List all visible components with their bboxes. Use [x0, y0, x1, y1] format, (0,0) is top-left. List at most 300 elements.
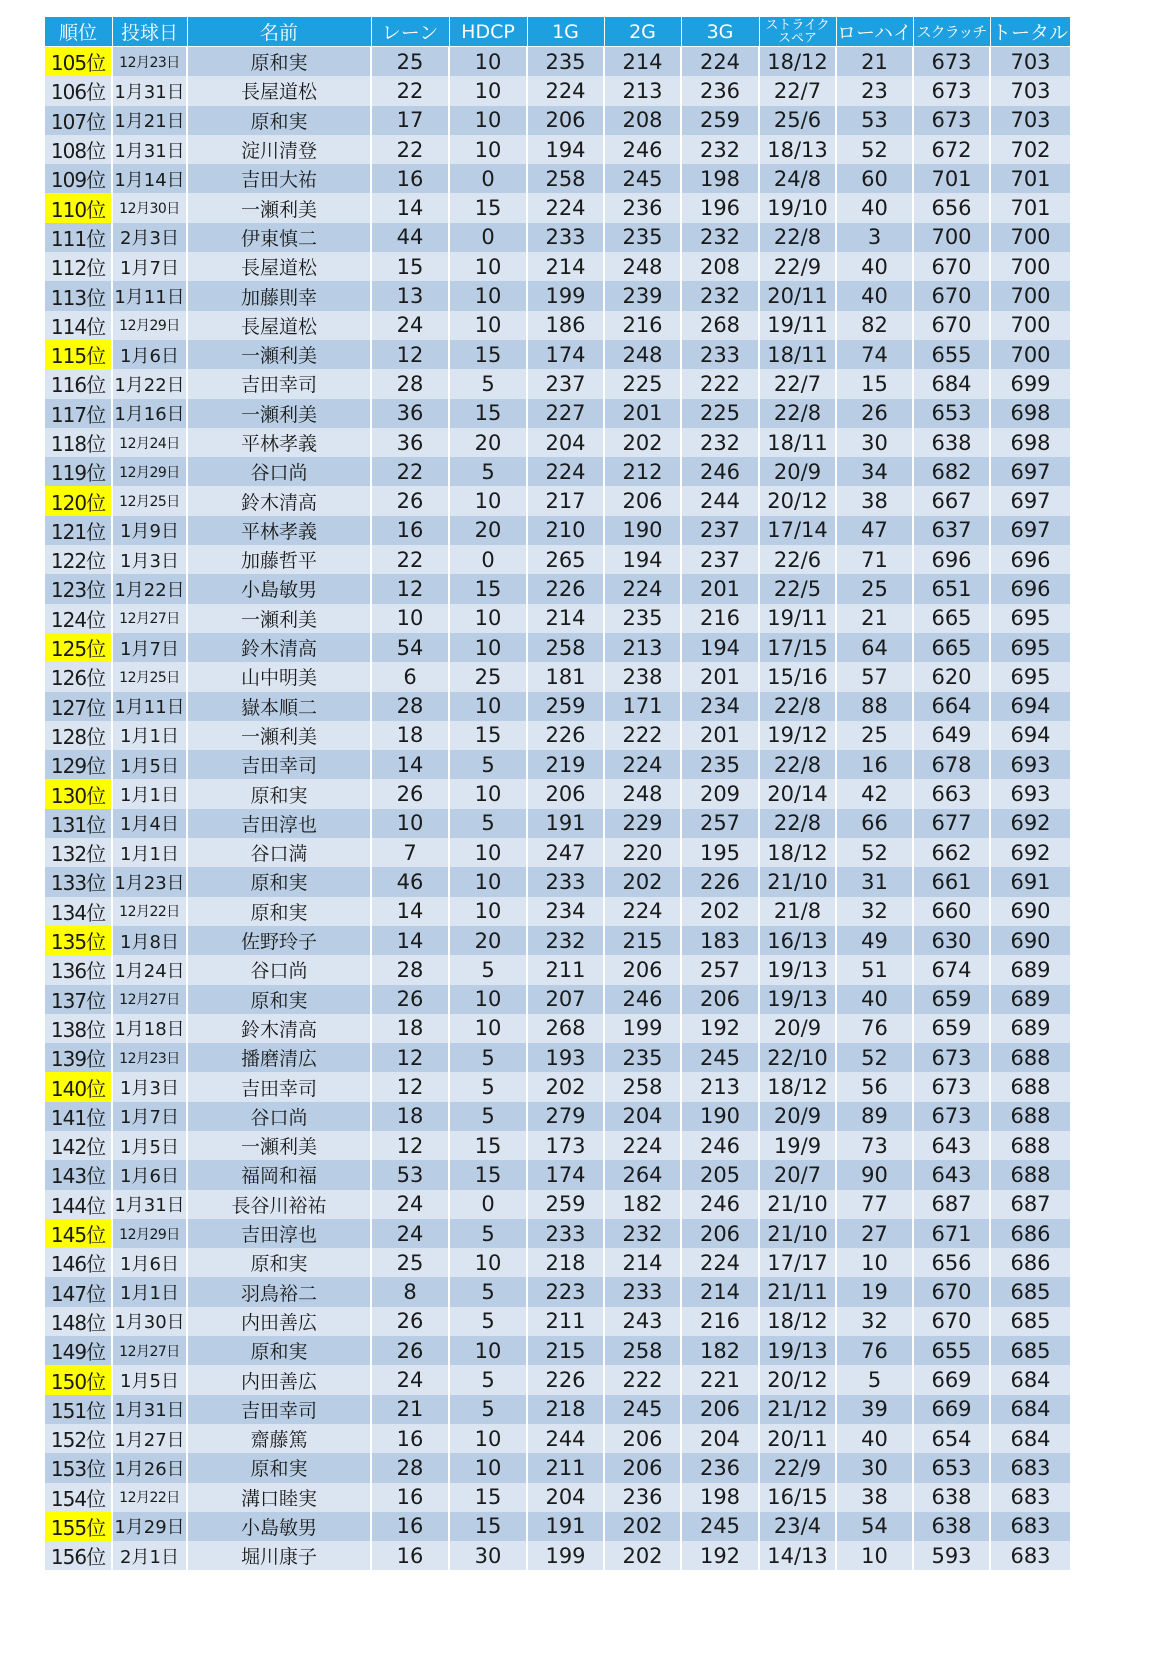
hdcp-cell: 5 [449, 1219, 527, 1248]
total-cell: 693 [990, 779, 1070, 808]
strike-spare-cell: 19/10 [759, 193, 836, 222]
name-cell: 一瀬利美 [187, 340, 371, 369]
total-cell: 688 [990, 1102, 1070, 1131]
game2-cell: 239 [604, 281, 681, 310]
lane-cell: 14 [371, 750, 449, 779]
game3-cell: 222 [681, 369, 759, 398]
game3-cell: 209 [681, 779, 759, 808]
lane-cell: 18 [371, 721, 449, 750]
table-row [44, 281, 1147, 310]
lowhigh-cell: 40 [836, 985, 913, 1014]
table-body [44, 47, 1147, 1571]
game1-cell: 186 [527, 311, 604, 340]
strike-spare-cell: 17/14 [759, 516, 836, 545]
rank-cell: 153位 [44, 1453, 112, 1482]
lowhigh-cell: 38 [836, 486, 913, 515]
game1-cell: 224 [527, 76, 604, 105]
game2-cell: 245 [604, 1395, 681, 1424]
game2-cell: 232 [604, 1219, 681, 1248]
lowhigh-cell: 54 [836, 1512, 913, 1541]
lane-cell: 18 [371, 1102, 449, 1131]
lane-cell: 14 [371, 897, 449, 926]
rank-cell: 125位 [44, 633, 112, 662]
header-row [44, 17, 1147, 47]
table-row [44, 457, 1147, 486]
lane-cell: 16 [371, 1541, 449, 1570]
game3-cell: 198 [681, 1483, 759, 1512]
game3-cell: 206 [681, 1219, 759, 1248]
rank-cell: 113位 [44, 281, 112, 310]
lowhigh-cell: 52 [836, 135, 913, 164]
table-row [44, 1014, 1147, 1043]
name-cell: 原和実 [187, 985, 371, 1014]
table-row [44, 252, 1147, 281]
scratch-cell: 673 [913, 76, 990, 105]
table-row [44, 1336, 1147, 1365]
game3-cell: 257 [681, 955, 759, 984]
game2-cell: 206 [604, 486, 681, 515]
lane-cell: 28 [371, 955, 449, 984]
game1-cell: 191 [527, 1512, 604, 1541]
game3-cell: 205 [681, 1160, 759, 1189]
table-row [44, 1512, 1147, 1541]
strike-spare-cell: 18/13 [759, 135, 836, 164]
date-cell: 1月9日 [112, 516, 187, 545]
date-cell: 12月22日 [112, 897, 187, 926]
hdcp-cell: 5 [449, 955, 527, 984]
game2-cell: 222 [604, 1365, 681, 1394]
date-cell: 12月23日 [112, 1043, 187, 1072]
table-row [44, 633, 1147, 662]
game2-cell: 236 [604, 193, 681, 222]
game1-cell: 233 [527, 223, 604, 252]
game2-cell: 246 [604, 985, 681, 1014]
table-row [44, 809, 1147, 838]
game1-cell: 174 [527, 340, 604, 369]
game3-cell: 232 [681, 135, 759, 164]
name-cell: 吉田幸司 [187, 369, 371, 398]
scratch-cell: 653 [913, 1453, 990, 1482]
game3-cell: 259 [681, 106, 759, 135]
game2-cell: 245 [604, 164, 681, 193]
lowhigh-cell: 40 [836, 252, 913, 281]
game3-cell: 221 [681, 1365, 759, 1394]
date-cell: 1月5日 [112, 1131, 187, 1160]
total-cell: 703 [990, 76, 1070, 105]
date-cell: 1月22日 [112, 369, 187, 398]
date-cell: 12月27日 [112, 604, 187, 633]
scratch-cell: 638 [913, 1483, 990, 1512]
hdcp-cell: 5 [449, 1365, 527, 1394]
game2-cell: 199 [604, 1014, 681, 1043]
table-row [44, 340, 1147, 369]
lowhigh-cell: 39 [836, 1395, 913, 1424]
game2-cell: 235 [604, 604, 681, 633]
strike-spare-cell: 17/15 [759, 633, 836, 662]
lane-cell: 21 [371, 1395, 449, 1424]
header-lane: レーン [371, 17, 449, 47]
game1-cell: 211 [527, 955, 604, 984]
game2-cell: 224 [604, 750, 681, 779]
game1-cell: 226 [527, 1365, 604, 1394]
strike-spare-cell: 19/13 [759, 955, 836, 984]
hdcp-cell: 10 [449, 867, 527, 896]
lowhigh-cell: 74 [836, 340, 913, 369]
scratch-cell: 670 [913, 252, 990, 281]
lowhigh-cell: 56 [836, 1072, 913, 1101]
game2-cell: 233 [604, 1277, 681, 1306]
header-rank: 順位 [44, 17, 112, 47]
game2-cell: 235 [604, 1043, 681, 1072]
name-cell: 吉田淳也 [187, 809, 371, 838]
game3-cell: 206 [681, 985, 759, 1014]
name-cell: 原和実 [187, 47, 371, 77]
rank-cell: 131位 [44, 809, 112, 838]
game1-cell: 279 [527, 1102, 604, 1131]
strike-spare-cell: 21/12 [759, 1395, 836, 1424]
game3-cell: 213 [681, 1072, 759, 1101]
lane-cell: 13 [371, 281, 449, 310]
name-cell: 長屋道松 [187, 311, 371, 340]
lowhigh-cell: 49 [836, 926, 913, 955]
lowhigh-cell: 40 [836, 281, 913, 310]
game1-cell: 244 [527, 1424, 604, 1453]
hdcp-cell: 20 [449, 926, 527, 955]
game3-cell: 182 [681, 1336, 759, 1365]
game3-cell: 194 [681, 633, 759, 662]
rank-cell: 156位 [44, 1541, 112, 1570]
rank-cell: 143位 [44, 1160, 112, 1189]
scratch-cell: 655 [913, 340, 990, 369]
name-cell: 鈴木清高 [187, 486, 371, 515]
game3-cell: 224 [681, 47, 759, 77]
table-row [44, 1453, 1147, 1482]
scratch-cell: 673 [913, 106, 990, 135]
header-name: 名前 [187, 17, 371, 47]
total-cell: 683 [990, 1541, 1070, 1570]
rank-cell: 126位 [44, 662, 112, 691]
game2-cell: 224 [604, 897, 681, 926]
table-row [44, 1072, 1147, 1101]
lowhigh-cell: 5 [836, 1365, 913, 1394]
date-cell: 12月27日 [112, 1336, 187, 1365]
name-cell: 溝口睦実 [187, 1483, 371, 1512]
game3-cell: 224 [681, 1248, 759, 1277]
game3-cell: 257 [681, 809, 759, 838]
scratch-cell: 659 [913, 985, 990, 1014]
scratch-cell: 593 [913, 1541, 990, 1570]
lowhigh-cell: 51 [836, 955, 913, 984]
game1-cell: 211 [527, 1307, 604, 1336]
rank-cell: 127位 [44, 692, 112, 721]
total-cell: 683 [990, 1453, 1070, 1482]
game1-cell: 194 [527, 135, 604, 164]
rank-cell: 106位 [44, 76, 112, 105]
lane-cell: 24 [371, 1219, 449, 1248]
total-cell: 700 [990, 340, 1070, 369]
hdcp-cell: 30 [449, 1541, 527, 1570]
lowhigh-cell: 89 [836, 1102, 913, 1131]
rank-cell: 140位 [44, 1072, 112, 1101]
rank-cell: 110位 [44, 193, 112, 222]
lane-cell: 12 [371, 1043, 449, 1072]
table-row [44, 985, 1147, 1014]
name-cell: 鈴木清高 [187, 633, 371, 662]
date-cell: 1月5日 [112, 1365, 187, 1394]
hdcp-cell: 20 [449, 516, 527, 545]
game2-cell: 224 [604, 1131, 681, 1160]
name-cell: 平林孝義 [187, 428, 371, 457]
game2-cell: 214 [604, 47, 681, 77]
scratch-cell: 670 [913, 1307, 990, 1336]
scratch-cell: 687 [913, 1190, 990, 1219]
rank-cell: 155位 [44, 1512, 112, 1541]
strike-spare-cell: 18/11 [759, 340, 836, 369]
date-cell: 1月6日 [112, 340, 187, 369]
rank-cell: 117位 [44, 399, 112, 428]
game2-cell: 194 [604, 545, 681, 574]
rank-cell: 112位 [44, 252, 112, 281]
game1-cell: 210 [527, 516, 604, 545]
scratch-cell: 654 [913, 1424, 990, 1453]
scratch-cell: 638 [913, 1512, 990, 1541]
game3-cell: 216 [681, 604, 759, 633]
name-cell: 佐野玲子 [187, 926, 371, 955]
game2-cell: 201 [604, 399, 681, 428]
total-cell: 688 [990, 1131, 1070, 1160]
game1-cell: 173 [527, 1131, 604, 1160]
game3-cell: 226 [681, 867, 759, 896]
date-cell: 1月5日 [112, 750, 187, 779]
game3-cell: 183 [681, 926, 759, 955]
strike-spare-cell: 24/8 [759, 164, 836, 193]
lowhigh-cell: 52 [836, 1043, 913, 1072]
hdcp-cell: 15 [449, 1160, 527, 1189]
total-cell: 703 [990, 106, 1070, 135]
rank-cell: 139位 [44, 1043, 112, 1072]
name-cell: 加藤哲平 [187, 545, 371, 574]
total-cell: 695 [990, 604, 1070, 633]
total-cell: 697 [990, 457, 1070, 486]
rank-cell: 111位 [44, 223, 112, 252]
date-cell: 1月1日 [112, 838, 187, 867]
scratch-cell: 656 [913, 1248, 990, 1277]
hdcp-cell: 10 [449, 604, 527, 633]
strike-spare-cell: 22/6 [759, 545, 836, 574]
name-cell: 谷口尚 [187, 955, 371, 984]
total-cell: 696 [990, 545, 1070, 574]
name-cell: 一瀬利美 [187, 193, 371, 222]
total-cell: 688 [990, 1043, 1070, 1072]
total-cell: 700 [990, 281, 1070, 310]
table-row [44, 867, 1147, 896]
strike-spare-cell: 21/8 [759, 897, 836, 926]
name-cell: 淀川清登 [187, 135, 371, 164]
total-cell: 683 [990, 1483, 1070, 1512]
game3-cell: 246 [681, 1131, 759, 1160]
game1-cell: 207 [527, 985, 604, 1014]
hdcp-cell: 15 [449, 721, 527, 750]
strike-spare-cell: 18/12 [759, 838, 836, 867]
header-hdcp: HDCP [449, 17, 527, 47]
game1-cell: 217 [527, 486, 604, 515]
name-cell: 一瀬利美 [187, 399, 371, 428]
hdcp-cell: 5 [449, 1102, 527, 1131]
total-cell: 685 [990, 1277, 1070, 1306]
game2-cell: 248 [604, 340, 681, 369]
name-cell: 小島敏男 [187, 574, 371, 603]
rank-cell: 134位 [44, 897, 112, 926]
hdcp-cell: 10 [449, 135, 527, 164]
date-cell: 12月23日 [112, 47, 187, 77]
lane-cell: 26 [371, 779, 449, 808]
table-row [44, 1365, 1147, 1394]
game2-cell: 206 [604, 1424, 681, 1453]
date-cell: 12月30日 [112, 193, 187, 222]
date-cell: 1月26日 [112, 1453, 187, 1482]
strike-spare-cell: 20/9 [759, 1014, 836, 1043]
scratch-cell: 674 [913, 955, 990, 984]
hdcp-cell: 5 [449, 1307, 527, 1336]
lowhigh-cell: 76 [836, 1336, 913, 1365]
game1-cell: 226 [527, 721, 604, 750]
table-row [44, 692, 1147, 721]
game3-cell: 236 [681, 76, 759, 105]
lane-cell: 26 [371, 1307, 449, 1336]
strike-spare-cell: 21/10 [759, 1190, 836, 1219]
rank-cell: 141位 [44, 1102, 112, 1131]
name-cell: 原和実 [187, 1248, 371, 1277]
game1-cell: 265 [527, 545, 604, 574]
name-cell: 原和実 [187, 1336, 371, 1365]
hdcp-cell: 5 [449, 1395, 527, 1424]
strike-spare-cell: 20/12 [759, 1365, 836, 1394]
game2-cell: 206 [604, 955, 681, 984]
scratch-cell: 673 [913, 1043, 990, 1072]
game1-cell: 218 [527, 1395, 604, 1424]
name-cell: 嶽本順二 [187, 692, 371, 721]
table-row [44, 721, 1147, 750]
total-cell: 699 [990, 369, 1070, 398]
lowhigh-cell: 42 [836, 779, 913, 808]
rank-cell: 145位 [44, 1219, 112, 1248]
game2-cell: 258 [604, 1072, 681, 1101]
scratch-cell: 670 [913, 281, 990, 310]
strike-spare-cell: 20/11 [759, 1424, 836, 1453]
lowhigh-cell: 23 [836, 76, 913, 105]
date-cell: 1月7日 [112, 252, 187, 281]
total-cell: 684 [990, 1395, 1070, 1424]
hdcp-cell: 25 [449, 662, 527, 691]
game1-cell: 204 [527, 1483, 604, 1512]
hdcp-cell: 10 [449, 106, 527, 135]
game3-cell: 233 [681, 340, 759, 369]
strike-spare-cell: 19/13 [759, 1336, 836, 1365]
game1-cell: 204 [527, 428, 604, 457]
scratch-cell: 684 [913, 369, 990, 398]
total-cell: 688 [990, 1160, 1070, 1189]
strike-spare-cell: 22/9 [759, 1453, 836, 1482]
scratch-cell: 665 [913, 633, 990, 662]
strike-spare-cell: 17/17 [759, 1248, 836, 1277]
strike-spare-cell: 20/9 [759, 457, 836, 486]
total-cell: 684 [990, 1424, 1070, 1453]
rank-cell: 151位 [44, 1395, 112, 1424]
date-cell: 1月11日 [112, 692, 187, 721]
lane-cell: 53 [371, 1160, 449, 1189]
rank-cell: 147位 [44, 1277, 112, 1306]
hdcp-cell: 10 [449, 281, 527, 310]
game2-cell: 236 [604, 1483, 681, 1512]
total-cell: 702 [990, 135, 1070, 164]
total-cell: 687 [990, 1190, 1070, 1219]
total-cell: 694 [990, 692, 1070, 721]
header-strike-label: ストライク [765, 17, 830, 33]
table-row [44, 1102, 1147, 1131]
lane-cell: 12 [371, 340, 449, 369]
lowhigh-cell: 31 [836, 867, 913, 896]
lowhigh-cell: 73 [836, 1131, 913, 1160]
rank-cell: 129位 [44, 750, 112, 779]
strike-spare-cell: 15/16 [759, 662, 836, 691]
strike-spare-cell: 22/9 [759, 252, 836, 281]
lowhigh-cell: 47 [836, 516, 913, 545]
game2-cell: 213 [604, 76, 681, 105]
rank-cell: 109位 [44, 164, 112, 193]
strike-spare-cell: 22/10 [759, 1043, 836, 1072]
name-cell: 堀川康子 [187, 1541, 371, 1570]
date-cell: 1月1日 [112, 721, 187, 750]
table-row [44, 926, 1147, 955]
name-cell: 吉田幸司 [187, 1395, 371, 1424]
date-cell: 1月3日 [112, 1072, 187, 1101]
ranking-table [43, 16, 1148, 1570]
rank-cell: 116位 [44, 369, 112, 398]
game3-cell: 190 [681, 1102, 759, 1131]
hdcp-cell: 5 [449, 1072, 527, 1101]
date-cell: 12月27日 [112, 985, 187, 1014]
game1-cell: 233 [527, 1219, 604, 1248]
lane-cell: 22 [371, 545, 449, 574]
game3-cell: 192 [681, 1541, 759, 1570]
hdcp-cell: 10 [449, 985, 527, 1014]
lane-cell: 8 [371, 1277, 449, 1306]
date-cell: 1月14日 [112, 164, 187, 193]
table-row [44, 223, 1147, 252]
table-row [44, 955, 1147, 984]
table-row [44, 574, 1147, 603]
strike-spare-cell: 22/7 [759, 76, 836, 105]
game1-cell: 227 [527, 399, 604, 428]
table-row [44, 516, 1147, 545]
table-row [44, 47, 1147, 77]
lowhigh-cell: 32 [836, 897, 913, 926]
game1-cell: 259 [527, 692, 604, 721]
hdcp-cell: 10 [449, 897, 527, 926]
game2-cell: 264 [604, 1160, 681, 1189]
total-cell: 690 [990, 897, 1070, 926]
game1-cell: 226 [527, 574, 604, 603]
total-cell: 689 [990, 985, 1070, 1014]
date-cell: 1月16日 [112, 399, 187, 428]
game3-cell: 268 [681, 311, 759, 340]
strike-spare-cell: 18/12 [759, 47, 836, 77]
name-cell: 原和実 [187, 1453, 371, 1482]
game1-cell: 223 [527, 1277, 604, 1306]
scratch-cell: 701 [913, 164, 990, 193]
game3-cell: 236 [681, 1453, 759, 1482]
rank-cell: 152位 [44, 1424, 112, 1453]
